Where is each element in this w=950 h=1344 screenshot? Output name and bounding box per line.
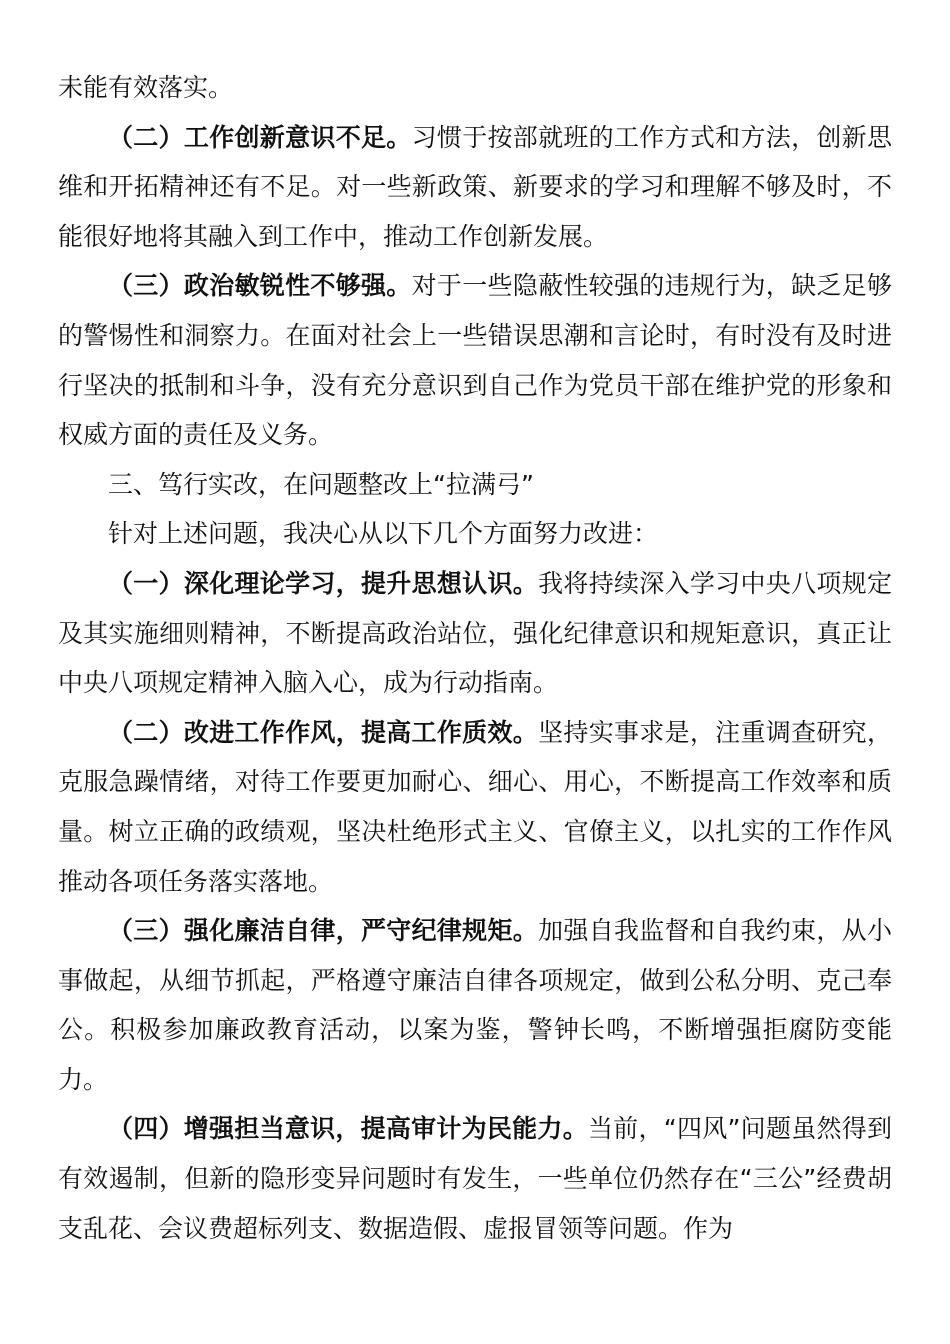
paragraph-text: 对于一些隐蔽性较强的违规行为，缺乏足够的警惕性和洞察力。在面对社会上一些错误思潮和言论时，有时没有及时进行坚决的抵制和斗争，没有充分意识到自己作为党员干部在维护党的形象和权威方面的责任及义务。 bbox=[58, 271, 892, 450]
paragraph-text: 针对上述问题，我决心从以下几个方面努力改进： bbox=[108, 519, 659, 549]
paragraph-heading: （三）强化廉洁自律，严守纪律规矩。 bbox=[108, 916, 539, 946]
paragraph-measure-3 bbox=[58, 906, 892, 1104]
paragraph-heading: （二）改进工作作风，提高工作质效。 bbox=[108, 717, 539, 747]
paragraph-measure-1 bbox=[58, 559, 892, 708]
paragraph-text: 坚持实事求是，注重调查研究，克服急躁情绪，对待工作要更加耐心、细心、用心，不断提高工作效率和质量。树立正确的政绩观，坚决杜绝形式主义、官僚主义，以扎实的工作作风推动各项任务落实落地。 bbox=[58, 717, 892, 896]
paragraph-heading: （二）工作创新意识不足。 bbox=[108, 122, 412, 152]
paragraph-intro bbox=[58, 509, 892, 559]
paragraph-problem-2 bbox=[58, 113, 892, 262]
paragraph-heading: （一）深化理论学习，提升思想认识。 bbox=[108, 568, 539, 598]
paragraph-text: 我将持续深入学习中央八项规定及其实施细则精神，不断提高政治站位，强化纪律意识和规矩意识，真正让中央八项规定精神入脑入心，成为行动指南。 bbox=[58, 568, 892, 698]
paragraph-heading: （三）政治敏锐性不够强。 bbox=[108, 271, 412, 301]
paragraph-text: 习惯于按部就班的工作方式和方法，创新思维和开拓精神还有不足。对一些新政策、新要求的学习和理解不够及时，不能很好地将其融入到工作中，推动工作创新发展。 bbox=[58, 122, 892, 251]
paragraph-continuation bbox=[58, 63, 892, 113]
paragraph-heading: （四）增强担当意识，提高审计为民能力。 bbox=[108, 1114, 588, 1144]
section-heading-text: 三、笃行实改，在问题整改上“拉满弓” bbox=[108, 469, 534, 499]
section-heading bbox=[58, 460, 892, 510]
paragraph-text: 当前，“四风”问题虽然得到有效遏制，但新的隐形变异问题时有发生，一些单位仍然存在“三公”经费胡支乱花、会议费超标列支、数据造假、虚报冒领等问题。作为 bbox=[58, 1114, 892, 1243]
paragraph-text: 未能有效落实。 bbox=[58, 73, 234, 102]
paragraph-text: 加强自我监督和自我约束，从小事做起，从细节抓起，严格遵守廉洁自律各项规定，做到公私分明、克己奉公。积极参加廉政教育活动，以案为鉴，警钟长鸣，不断增强拒腐防变能力。 bbox=[58, 916, 892, 1094]
paragraph-problem-3 bbox=[58, 261, 892, 459]
paragraph-measure-4 bbox=[58, 1104, 892, 1253]
paragraph-measure-2 bbox=[58, 708, 892, 906]
